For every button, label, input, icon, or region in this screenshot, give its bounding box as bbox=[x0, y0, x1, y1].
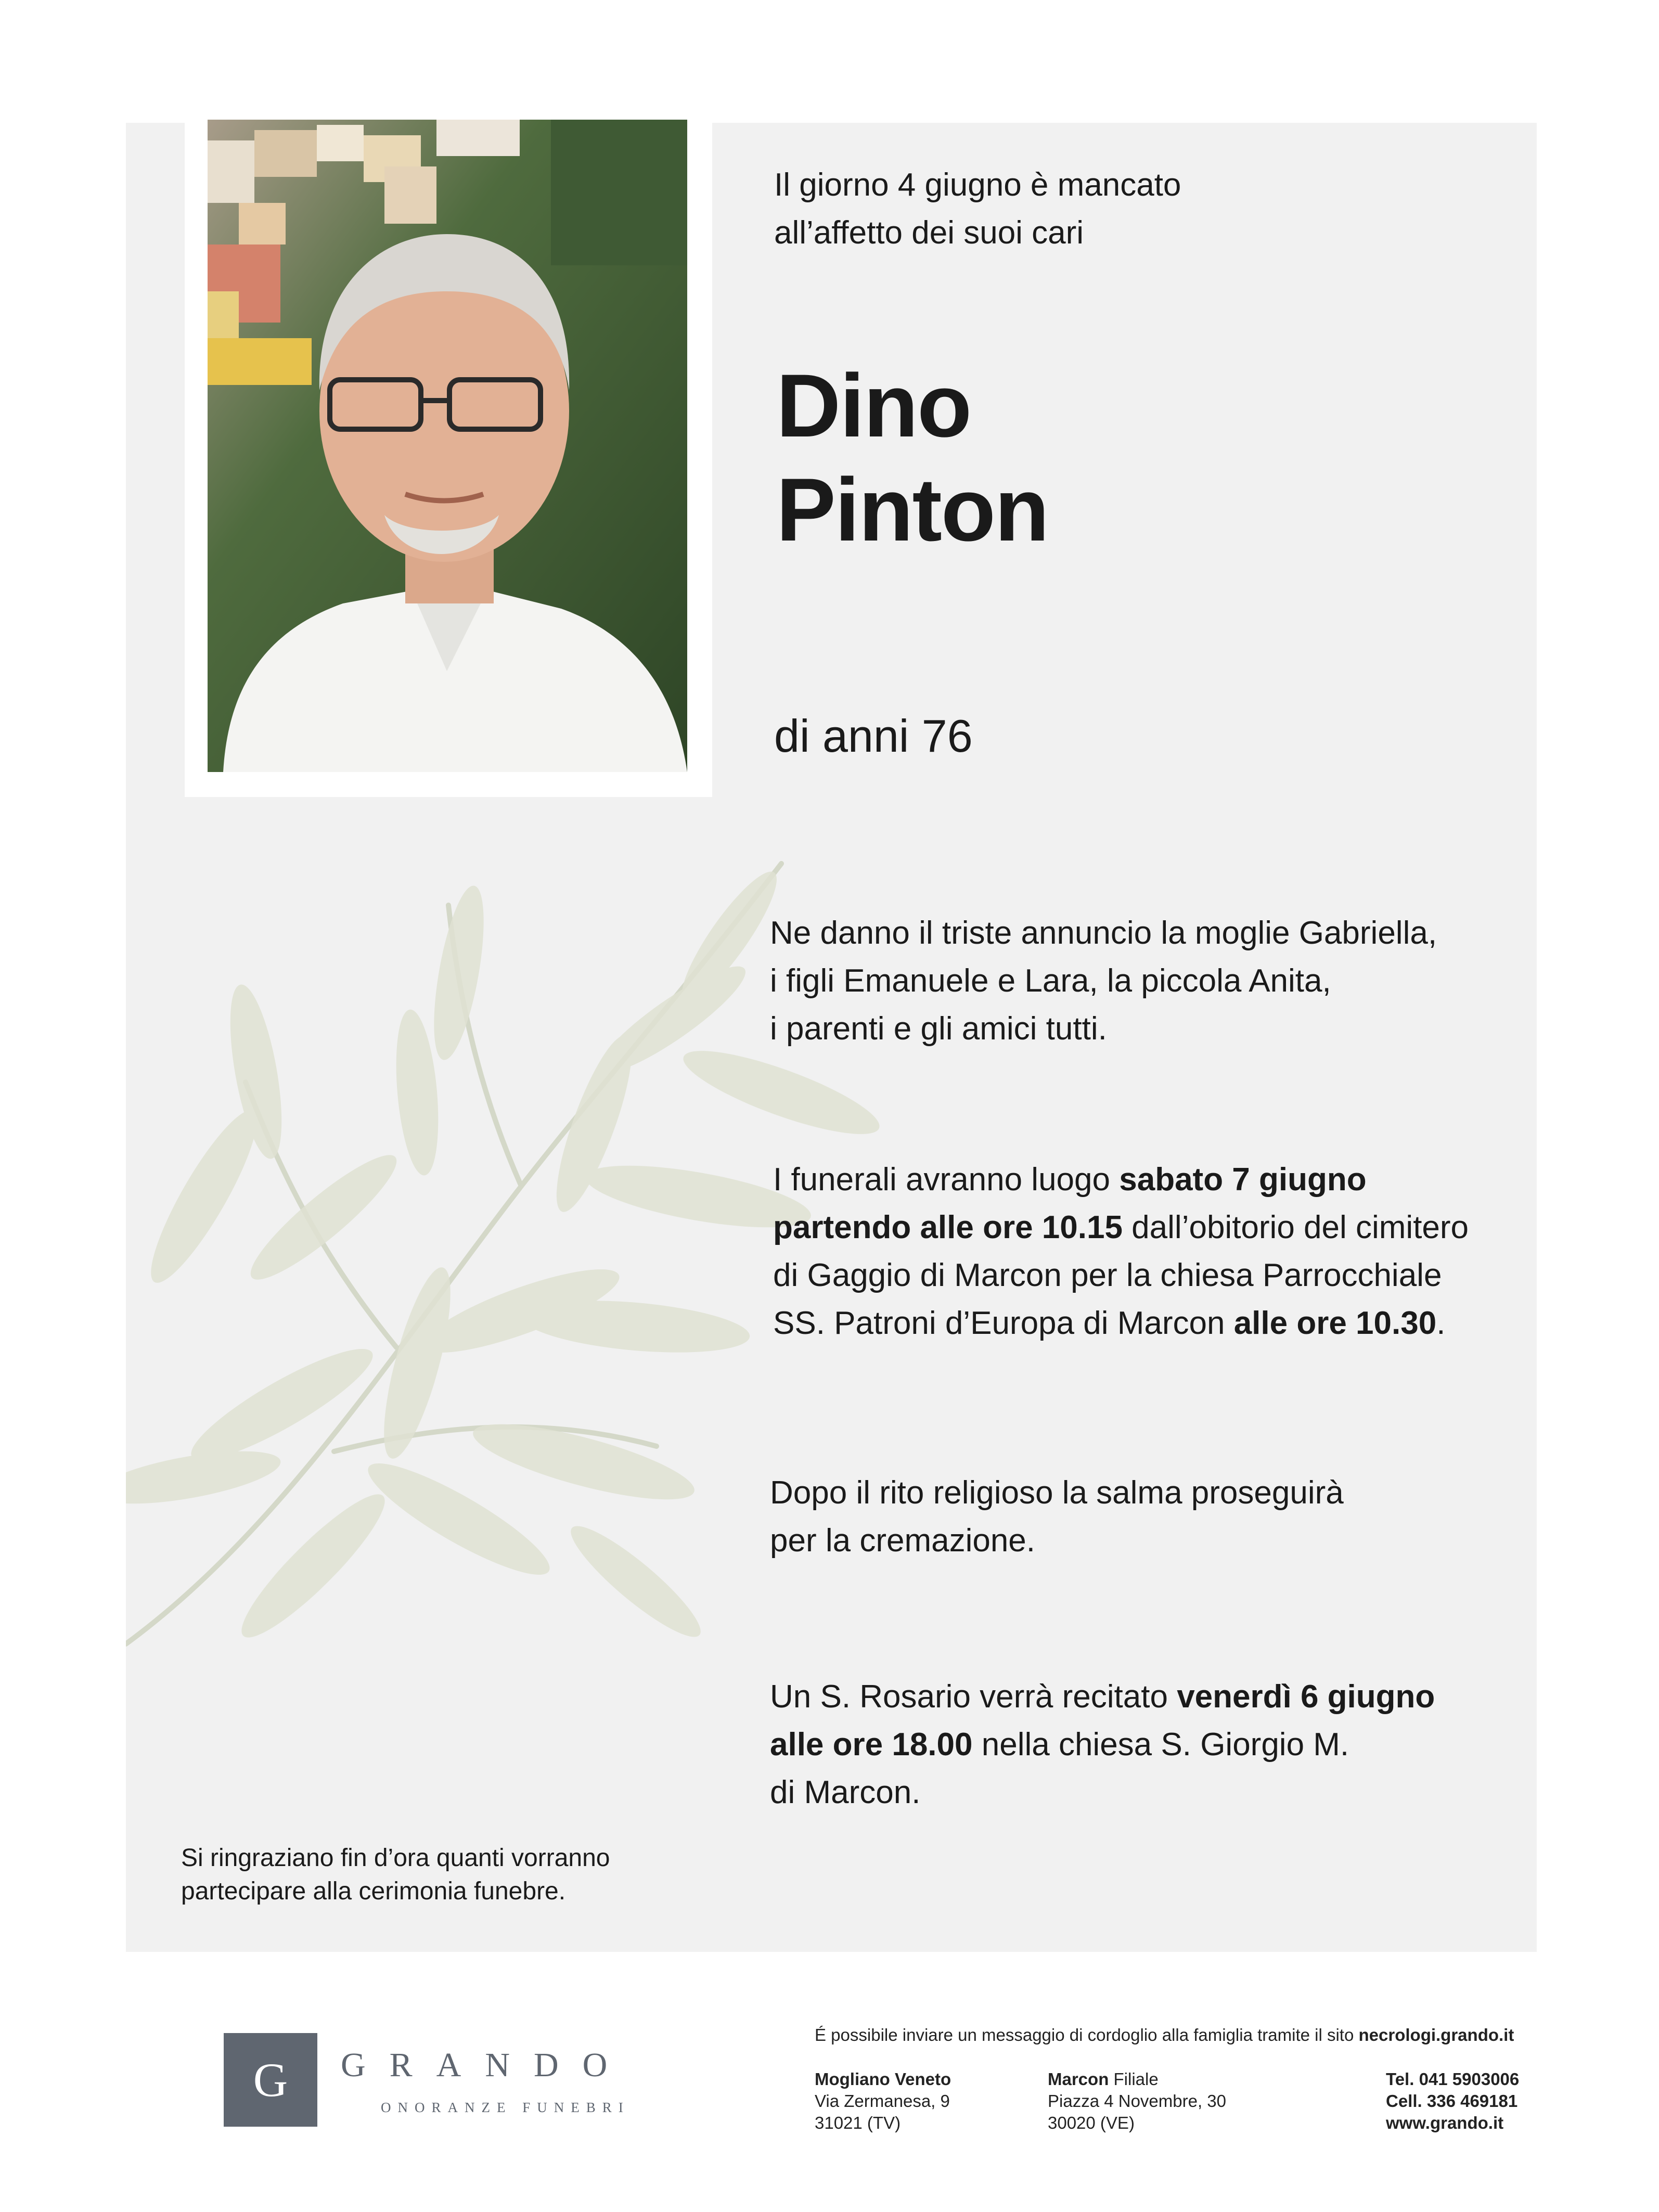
age-text: di anni 76 bbox=[774, 710, 973, 762]
intro-text: Il giorno 4 giugno è mancato all’affetto dei suoi cari bbox=[774, 167, 1181, 251]
portrait-photo bbox=[208, 120, 687, 772]
funeral-details: I funerali avranno luogo sabato 7 giugno partendo alle ore 10.15 dall’obitorio del cimitero di Gaggio di Marcon per la chiesa Parrocchiale SS. Patroni d’Europa di Marcon alle ore 10.30. bbox=[773, 1162, 1469, 1341]
condolence-note: É possibile inviare un messaggio di cordoglio alla famiglia tramite il sito necrologi.grando.it bbox=[815, 2025, 1514, 2044]
cell-number[interactable]: Cell. 336 469181 bbox=[1386, 2091, 1518, 2111]
office-mogliano: Mogliano Veneto Via Zermanesa, 9 31021 (TV) bbox=[815, 2069, 951, 2132]
grando-logo-mark: G bbox=[224, 2033, 317, 2127]
last-name: Pinton bbox=[776, 460, 1048, 560]
portrait-frame bbox=[185, 120, 712, 797]
thanks-note: Si ringraziano fin d’ora quanti vorranno partecipare alla cerimonia funebre. bbox=[181, 1844, 610, 1905]
deceased-name bbox=[776, 354, 1048, 562]
contacts bbox=[1386, 2068, 1519, 2134]
grando-logo-word: GRANDO bbox=[341, 2046, 632, 2084]
rosary-details: Un S. Rosario verrà recitato venerdì 6 giugno alle ore 18.00 nella chiesa S. Giorgio M. di Marcon. bbox=[770, 1679, 1435, 1810]
website-link[interactable]: www.grando.it bbox=[1386, 2113, 1504, 2132]
family-announcement: Ne danno il triste annuncio la moglie Gabriella, i figli Emanuele e Lara, la piccola Anita, i parenti e gli amici tutti. bbox=[770, 915, 1437, 1047]
grando-logo-subtitle: ONORANZE FUNEBRI bbox=[381, 2100, 630, 2115]
phone-number[interactable]: Tel. 041 5903006 bbox=[1386, 2069, 1520, 2089]
office-marcon: Marcon Filiale Piazza 4 Novembre, 30 30020 (VE) bbox=[1048, 2069, 1227, 2132]
first-name: Dino bbox=[776, 356, 971, 456]
cremation-note: Dopo il rito religioso la salma proseguirà per la cremazione. bbox=[770, 1475, 1344, 1559]
condolence-site-link[interactable]: necrologi.grando.it bbox=[1358, 2025, 1514, 2044]
